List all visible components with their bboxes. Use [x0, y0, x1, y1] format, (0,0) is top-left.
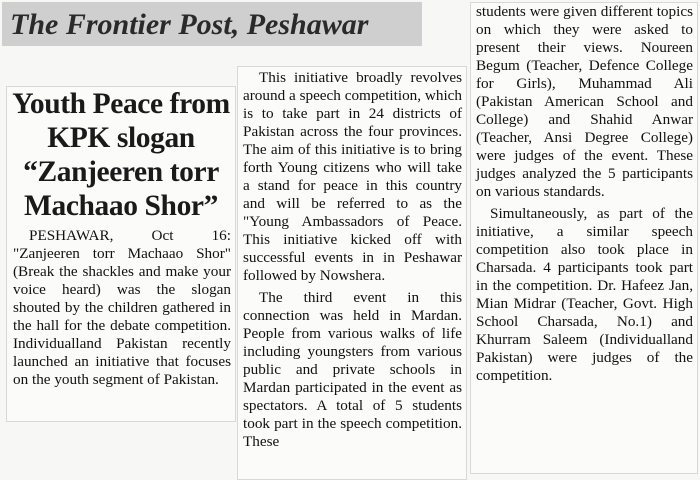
- article-paragraph: This initiative broadly revolves around a speech competition, which is to take part in 24 districts of Pakistan across the four provinces. The aim of this initiative is to bring forth Young citizens who will take a stand for peace in this country and will be referred to as the "Young Ambassadors of Peace. This initiative kicked off with successful events in in Peshawar followed by Nowshera.: [243, 69, 462, 284]
- article-paragraph: PESHAWAR, Oct 16: "Zanjeeren torr Machaao Shor" (Break the shackles and make your voice heard) was the slogan shouted by the children gathered in the hall for the debate competition. Individualland Pakistan recently launched an initiative that focuses on the youth segment of Pakistan.: [13, 227, 231, 388]
- article-column-2: [237, 66, 467, 480]
- article-paragraph: students were given different topics on which they were asked to present their views. Noureen Begum (Teacher, Defence College for Girls), Muhammad Ali (Pakistan American School and College) and Shahid Anwar (Teacher, Ansi Degree College) were judges of the event. These judges analyzed the 5 participants on various standards.: [476, 3, 693, 200]
- article-column-1: [6, 86, 236, 422]
- article-column-3: [470, 2, 698, 474]
- article-paragraph: Simultaneously, as part of the initiative, a similar speech competition also took place in Charsada. 4 participants took part in the competition. Dr. Hafeez Jan, Mian Midrar (Teacher, Govt. High School Charsada, No.1) and Khurram Saleem (Individualland Pakistan) were judges of the competition.: [476, 205, 693, 384]
- article-paragraph: The third event in this connection was held in Mardan. People from various walks of life including youngsters from various public and private schools in Mardan participated in the event as spectators. A total of 5 students took part in the speech competition. These: [243, 289, 462, 450]
- article-headline: Youth Peace from KPK slogan “Zanjeeren torr Machaao Shor”: [12, 88, 230, 222]
- newspaper-masthead: The Frontier Post, Peshawar: [2, 2, 422, 46]
